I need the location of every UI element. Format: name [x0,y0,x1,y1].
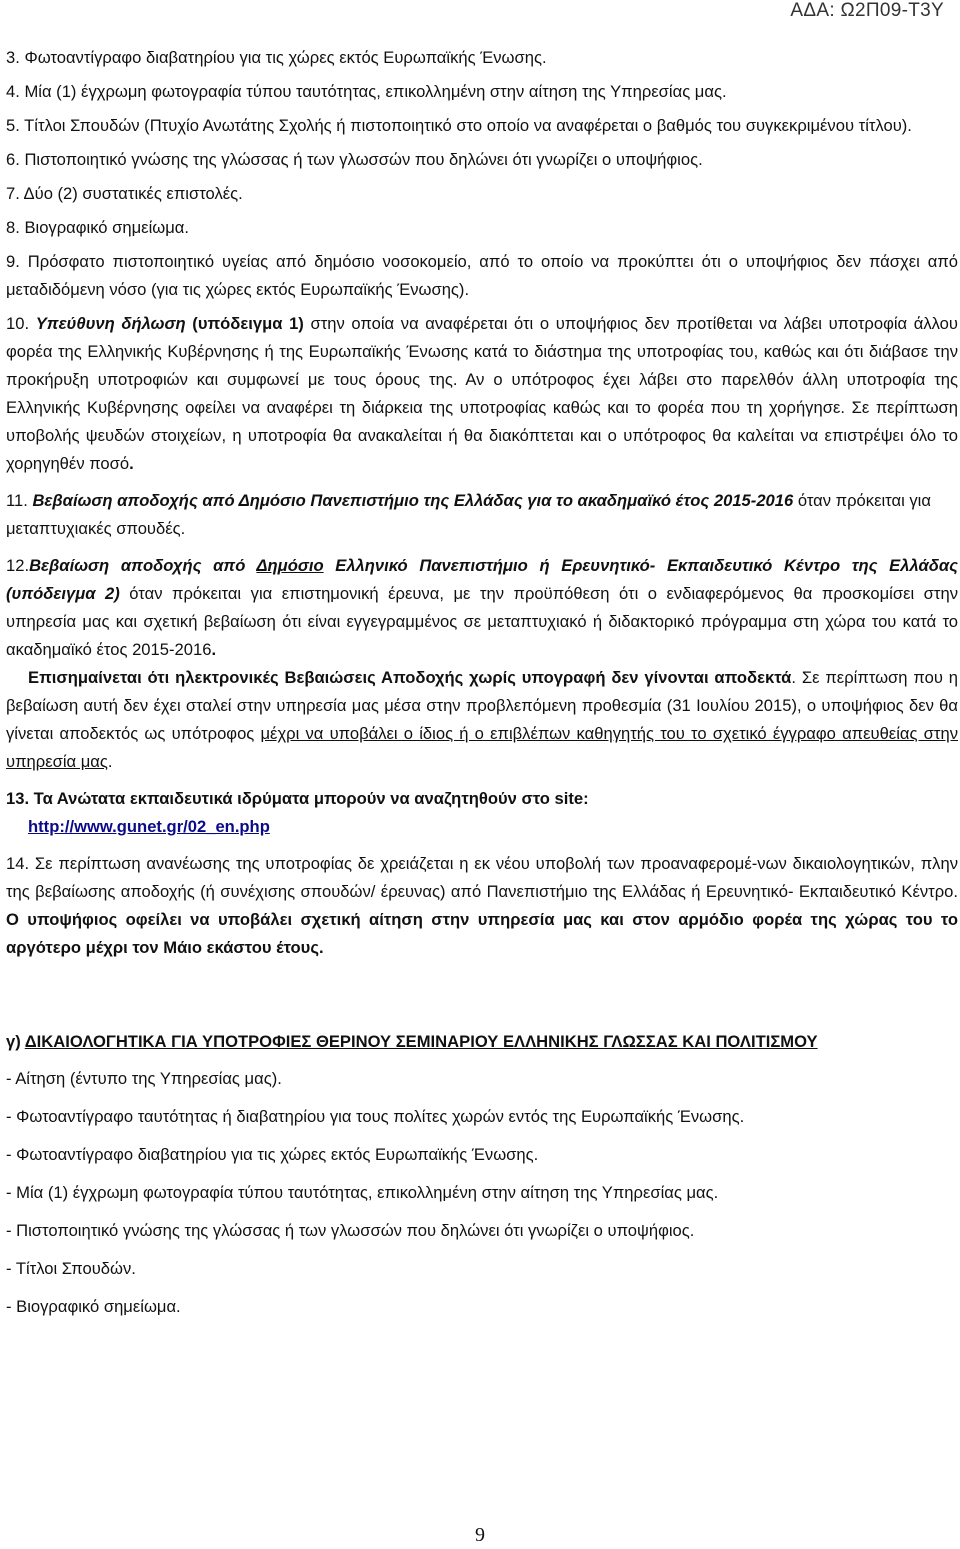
list-item-14 [6,850,958,962]
item-end: . [107,752,113,771]
section-prefix: γ) [6,1032,25,1051]
list-item-13: 13. Τα Ανώτατα εκπαιδευτικά ιδρύματα μπορούν να αναζητηθούν στο site: [6,789,589,808]
list-item-9: 9. Πρόσφατο πιστοποιητικό υγείας από δημόσιο νοσοκομείο, από το οποίο να προκύπτει ότι ο υποψήφιος δεν πάσχει από μεταδιδόμενη νόσο (για τις χώρες εκτός Ευρωπαϊκής Ένωσης). [6,252,958,299]
template-ref-1: (υπόδειγμα 1) [185,314,304,333]
list-item-11 [6,487,958,543]
document-body [6,44,958,1331]
page-number: 9 [475,1524,485,1546]
renewal-note: Ο υποψήφιος οφείλει να υποβάλει σχετική αίτηση στην υπηρεσία μας και στον αρμόδιο φορέα της χώρας του το αργότερο μέχρι τον Μάιο εκάστου έτους. [6,910,958,957]
item-text: όταν πρόκειται για επιστημονική έρευνα, με την προϋπόθεση ότι ο ενδιαφερόμενος θα προσκομίσει στην υπηρεσία μας και σχετική βεβαίωση ότι είναι εγγεγραμμένος σε μεταπτυχιακό ή διδακτορικό πρόγραμμα στη χώρα του κατά το ακαδημαϊκό έτος 2015-2016 [6,584,958,659]
section-g-item: - Μία (1) έγχρωμη φωτογραφία τύπου ταυτότητας, επικολλημένη στην αίτηση της Υπηρεσίας μας. [6,1183,719,1202]
section-g-item: - Τίτλοι Σπουδών. [6,1259,136,1278]
item-end: . [129,454,134,473]
item-number: 12. [6,556,30,575]
list-item-3: 3. Φωτοαντίγραφο διαβατηρίου για τις χώρες εκτός Ευρωπαϊκής Ένωσης. [6,48,547,67]
deadline-note: μέχρι να υποβάλει ο ίδιος ή ο επιβλέπων καθηγητής του το σχετικό έγγραφο απευθείας στην υπηρεσία μας [6,724,959,771]
ada-code: ΑΔΑ: Ω2Π09-Τ3Υ [790,0,944,21]
section-g-item: - Φωτοαντίγραφο ταυτότητας ή διαβατηρίου για τους πολίτες χωρών εντός της Ευρωπαϊκής Ένωσης. [6,1107,745,1126]
section-g-item: - Αίτηση (έντυπο της Υπηρεσίας μας). [6,1069,282,1088]
list-item-10 [6,310,958,478]
gunet-link-row [6,813,958,841]
list-item-5: 5. Τίτλοι Σπουδών (Πτυχίο Ανωτάτης Σχολής ή πιστοποιητικό στο οποίο να αναφέρεται ο βαθμός του συγκεκριμένου τίτλου). [6,116,912,135]
section-g-heading [6,1028,958,1056]
section-g-item: - Πιστοποιητικό γνώσης της γλώσσας ή των γλωσσών που δηλώνει ότι γνωρίζει ο υποψήφιος. [6,1221,695,1240]
list-item-6: 6. Πιστοποιητικό γνώσης της γλώσσας ή των γλωσσών που δηλώνει ότι γνωρίζει ο υποψήφιος. [6,150,703,169]
section-g-item: - Βιογραφικό σημείωμα. [6,1297,181,1316]
section-g-item: - Φωτοαντίγραφο διαβατηρίου για τις χώρες εκτός Ευρωπαϊκής Ένωσης. [6,1145,539,1164]
section-title: ΔΙΚΑΙΟΛΟΓΗΤΙΚΑ ΓΙΑ ΥΠΟΤΡΟΦΙΕΣ ΘΕΡΙΝΟΥ ΣΕΜΙΝΑΡΙΟΥ ΕΛΛΗΝΙΚΗΣ ΓΛΩΣΣΑΣ ΚΑΙ ΠΟΛΙΤΙΣΜΟΥ [24,1032,818,1051]
item-text: 14. Σε περίπτωση ανανέωσης της υποτροφίας δε χρειάζεται η εκ νέου υποβολή των προαναφερομέ-νων δικαιολογητικών, πλην της βεβαίωσης αποδοχής (ή συνέχισης σπουδών/ έρευνας) από Πανεπιστήμιο της Ελλάδας ή Ερευνητικό- Εκπαιδευτικό Κέντρο. [6,854,958,901]
gunet-link[interactable]: http://www.gunet.gr/02_en.php [28,817,270,836]
spacer [6,968,958,1028]
item-number: 11. [6,491,33,510]
item-text: στην οποία να αναφέρεται ότι ο υποψήφιος δεν προτίθεται να λάβει υποτροφία άλλου φορέα της Ελληνικής Κυβέρνησης ή της Ευρωπαϊκής Ένωσης κατά το διάστημα της υποτροφίας του, καθώς και ότι διάβασε την προκήρυξη υποτροφιών και συμφωνεί με τους όρους της. Αν ο υπότροφος έχει λάβει στο παρελθόν άλλη υποτροφία της Ελληνικής Κυβέρνησης οφείλει να αναφέρει τη διάρκεια της υποτροφίας καθώς και το φορέα που τη χορήγησε. Σε περίπτωση υποβολής ψευδών στοιχείων, η υποτροφία θα ανακαλείται ή θα διακόπτεται και ο υπότροφος θα καλείται να επιστρέψει όλο το χορηγηθέν ποσό [6,314,958,473]
acceptance-certificate-research: Βεβαίωση αποδοχής από [29,556,257,575]
solemn-declaration: Υπεύθυνη δήλωση [35,314,186,333]
item-dot: . [211,640,217,659]
list-item-7: 7. Δύο (2) συστατικές επιστολές. [6,184,243,203]
electronic-certificates-note: Επισημαίνεται ότι ηλεκτρονικές Βεβαιώσεις Αποδοχής χωρίς υπογραφή δεν γίνονται αποδεκτά [28,668,792,687]
public-underlined: Δημόσιο [256,556,324,575]
item-text: όταν πρόκειται για μεταπτυχιακές σπουδές. [6,491,931,538]
item-text-2: . Σε περίπτωση που η βεβαίωση αυτή δεν έχει σταλεί στην υπηρεσία μας μέσα στην προβλεπόμενη προθεσμία (31 Ιουλίου 2015), ο υποψήφιος δεν θα γίνεται αποδεκτός ως υπότροφος [6,668,958,743]
item-number: 10. [6,314,36,333]
acceptance-certificate-research-rest: Ελληνικό Πανεπιστήμιο ή Ερευνητικό- Εκπαιδευτικό Κέντρο της Ελλάδας (υπόδειγμα 2) [6,556,958,603]
list-item-8: 8. Βιογραφικό σημείωμα. [6,218,189,237]
list-item-12 [6,552,958,776]
list-item-4: 4. Μία (1) έγχρωμη φωτογραφία τύπου ταυτότητας, επικολλημένη στην αίτηση της Υπηρεσίας μας. [6,82,727,101]
acceptance-certificate: Βεβαίωση αποδοχής από Δημόσιο Πανεπιστήμιο της Ελλάδας για το ακαδημαϊκό έτος 2015-2016 [32,491,794,510]
